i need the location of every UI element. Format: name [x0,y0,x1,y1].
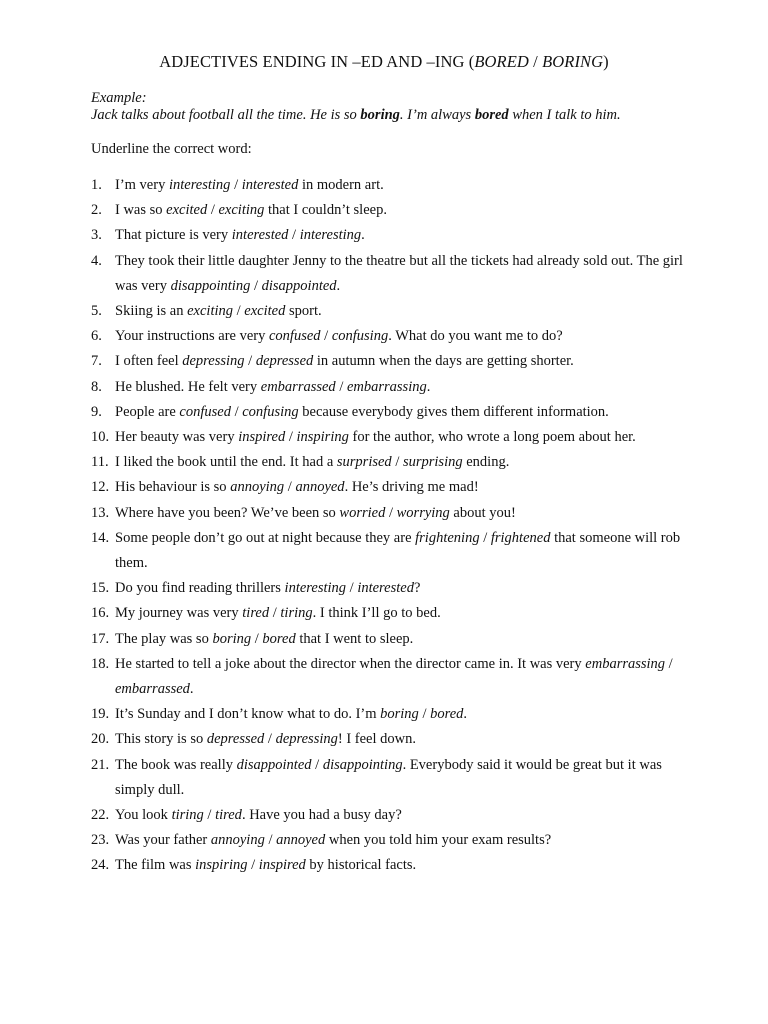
sentence-fragment: That picture is very [115,227,232,244]
word-choice[interactable]: annoying [230,479,285,496]
sentence-fragment: . [361,227,365,244]
word-choice[interactable]: inspired [238,429,286,446]
sentence-fragment: My journey was very [115,605,243,622]
sentence-fragment: / [311,756,323,773]
word-choice[interactable]: exciting [187,303,234,320]
sentence-fragment: Skiing is an [115,303,188,320]
exercise-sentence [115,652,691,702]
sentence-fragment: Was your father [115,832,211,849]
exercise-sentence [115,702,691,727]
word-choice[interactable]: tired [242,605,270,622]
word-choice[interactable]: annoyed [295,479,345,496]
sentence-fragment: The book was really [115,756,237,773]
exercise-number: 17. [91,630,110,647]
exercise-number: 14. [91,529,110,546]
word-choice[interactable]: disappointing [322,756,403,773]
sentence-fragment: for the author, who wrote a long poem about her. [348,429,636,446]
word-choice[interactable]: excited [244,303,286,320]
exercise-item [91,526,691,576]
sentence-fragment: / [264,832,277,849]
word-choice[interactable]: depressing [275,731,338,748]
exercise-item [91,753,691,803]
title-separator: / [528,52,543,71]
exercise-item [91,375,691,400]
sentence-fragment: / [385,504,397,521]
sentence-fragment: . [189,681,194,698]
sentence-fragment: . He’s driving me mad! [344,479,479,496]
example-word-boring: boring [360,107,400,123]
example-part-3: when I talk to him. [508,107,621,123]
exercise-number: 1. [91,177,102,193]
exercise-item [91,223,691,248]
exercise-item [91,702,691,727]
exercise-number: 21. [91,756,110,773]
sentence-fragment: . [336,277,341,294]
sentence-fragment: that I couldn’t sleep. [264,202,387,219]
word-choice[interactable]: inspiring [296,429,349,446]
sentence-fragment: in modern art. [298,177,384,193]
exercise-number: 4. [91,252,102,269]
exercise-number: 12. [91,479,110,496]
word-choice[interactable]: interested [241,177,299,193]
exercise-item [91,425,691,450]
sentence-fragment: by historical facts. [305,857,417,874]
word-choice[interactable]: disappointed [236,756,312,773]
exercise-sentence [115,828,691,853]
sentence-fragment: Her beauty was very [115,429,239,446]
exercise-sentence [115,753,691,803]
word-choice[interactable]: embarrassed [115,681,190,698]
title-close-paren: ) [603,52,609,71]
exercise-number: 2. [91,202,102,219]
exercise-number: 8. [91,378,102,395]
word-choice[interactable]: tiring [171,807,204,824]
word-choice[interactable]: tired [215,807,242,824]
sentence-fragment: / [230,177,242,193]
exercise-item [91,627,691,652]
sentence-fragment: . Everybody said it would be great but it was simply dull. [115,756,666,798]
word-choice[interactable]: disappointing [170,277,251,294]
exercise-number: 24. [91,857,110,874]
word-choice[interactable]: inspiring [195,857,248,874]
exercise-sentence [115,400,691,425]
exercise-item [91,601,691,626]
exercise-number: 18. [91,655,110,672]
exercise-sentence [115,223,691,248]
sentence-fragment: about you! [449,504,516,521]
word-choice[interactable]: boring [212,630,252,647]
example-word-bored: bored [474,107,509,123]
sentence-fragment: . [463,706,468,723]
word-choice[interactable]: embarrassing [585,655,666,672]
sentence-fragment: / [251,630,263,647]
exercise-sentence [115,627,691,652]
exercise-item [91,828,691,853]
exercise-sentence [115,727,691,752]
sentence-fragment: / [284,479,296,496]
word-choice[interactable]: boring [380,706,419,723]
exercise-sentence [115,853,691,878]
sentence-fragment: He started to tell a joke about the director when the director came in. It was very [115,655,586,672]
word-choice[interactable]: excited [166,202,208,219]
sentence-fragment: Where have you been? We’ve been so [115,504,340,521]
sentence-fragment: / [418,706,431,723]
exercise-list [91,173,691,879]
word-choice[interactable]: depressing [182,353,245,370]
word-choice[interactable]: frightening [415,529,480,546]
sentence-fragment: They took their little daughter Jenny to the theatre but all the tickets had already sold out. The girl was very [115,252,687,294]
exercise-number: 20. [91,731,110,748]
exercise-item [91,450,691,475]
sentence-fragment: . [426,378,431,395]
word-choice[interactable]: confused [179,403,231,420]
exercise-sentence [115,324,691,349]
exercise-number: 13. [91,504,110,521]
exercise-number: 22. [91,807,110,824]
sentence-fragment: / [233,303,245,320]
sentence-fragment: / [288,227,300,244]
exercise-sentence [115,576,691,601]
example-part-2: . I’m always [399,107,475,123]
exercise-sentence [115,425,691,450]
sentence-fragment: ! I feel down. [337,731,416,748]
sentence-fragment: This story is so [115,731,207,748]
exercise-number: 7. [91,353,102,370]
sentence-fragment: Your instructions are very [115,328,269,345]
sentence-fragment: / [320,328,332,345]
word-choice[interactable]: confusing [242,403,299,420]
exercise-item [91,198,691,223]
instruction-text: Underline the correct word: [91,141,252,157]
sentence-fragment: / [269,605,281,622]
exercise-item [91,299,691,324]
sentence-fragment: You look [115,807,172,824]
sentence-fragment: / [285,429,297,446]
exercise-sentence [115,803,691,828]
sentence-fragment: / [479,529,491,546]
word-choice[interactable]: depressed [206,731,265,748]
sentence-fragment: Do you find reading thrillers [115,580,285,597]
sentence-fragment: ending. [462,454,510,471]
word-choice[interactable]: interesting [299,227,362,244]
word-choice[interactable]: frightened [490,529,551,546]
exercise-item [91,576,691,601]
exercise-item [91,349,691,374]
sentence-fragment: / [250,277,262,294]
exercise-number: 6. [91,328,102,345]
exercise-number: 11. [91,454,109,471]
sentence-fragment: I’m very [115,177,169,193]
sentence-fragment: People are [115,403,180,420]
sentence-fragment: because everybody gives them different information. [298,403,609,420]
exercise-sentence [115,198,691,223]
exercise-sentence [115,475,691,500]
exercise-item [91,803,691,828]
exercise-item [91,475,691,500]
word-choice[interactable]: interesting [284,580,347,597]
word-choice[interactable]: interesting [168,177,231,193]
exercise-item [91,727,691,752]
sentence-fragment: It’s Sunday and I don’t know what to do. I’m [115,706,381,723]
word-choice[interactable]: exciting [218,202,265,219]
exercise-number: 9. [91,403,102,420]
example-part-1: Jack talks about football all the time. He is so [91,107,361,123]
sentence-fragment: I was so [115,202,167,219]
exercise-item [91,853,691,878]
word-choice[interactable]: confused [268,328,321,345]
sentence-fragment: / [244,353,256,370]
exercise-sentence [115,601,691,626]
sentence-fragment: The film was [115,857,196,874]
word-choice[interactable]: worried [339,504,386,521]
sentence-fragment: / [665,655,677,672]
exercise-item [91,324,691,349]
exercise-number: 15. [91,580,110,597]
exercise-item [91,400,691,425]
sentence-fragment: when you told him your exam results? [325,832,552,849]
sentence-fragment: / [207,202,219,219]
word-choice[interactable]: inspired [258,857,306,874]
exercise-sentence [115,526,691,576]
exercise-item [91,173,691,198]
word-choice[interactable]: surprised [336,454,392,471]
sentence-fragment: He blushed. He felt very [115,378,261,395]
exercise-number: 3. [91,227,102,244]
word-choice[interactable]: annoying [210,832,265,849]
word-choice[interactable]: bored [262,630,296,647]
sentence-fragment: / [230,403,243,420]
word-choice[interactable]: confusing [331,328,389,345]
sentence-fragment: / [264,731,276,748]
sentence-fragment: / [391,454,403,471]
sentence-fragment: . Have you had a busy day? [241,807,402,824]
sentence-fragment: that someone will rob them. [115,529,684,572]
example-block [91,90,691,124]
word-choice[interactable]: depressed [255,353,314,370]
sentence-fragment: . What do you want me to do? [388,328,563,345]
sentence-fragment: / [247,857,259,874]
title-option-boring: BORING [542,52,604,71]
example-heading: Example: [91,90,147,106]
sentence-fragment: / [346,580,358,597]
exercise-number: 5. [91,303,102,320]
exercise-sentence [115,450,691,475]
exercise-number: 10. [91,429,110,446]
exercise-item [91,652,691,702]
word-choice[interactable]: embarrassing [346,378,427,395]
exercise-sentence [115,501,691,526]
title-option-bored: BORED [474,52,529,71]
exercise-item [91,249,691,299]
sentence-fragment: in autumn when the days are getting shorter. [313,353,574,370]
word-choice[interactable]: interested [231,227,289,244]
sentence-fragment: / [203,807,216,824]
exercise-number: 23. [91,832,110,849]
word-choice[interactable]: interested [357,580,414,597]
exercise-item [91,501,691,526]
title-text: ADJECTIVES ENDING IN –ED AND –ING ( [159,52,475,71]
exercise-sentence [115,349,691,374]
sentence-fragment: . I think I’ll go to bed. [312,605,441,622]
word-choice[interactable]: embarrassed [260,378,336,395]
sentence-fragment: The play was so [115,630,213,647]
sentence-fragment: I often feel [115,353,183,370]
example-sentence [91,107,621,123]
sentence-fragment: His behaviour is so [115,479,231,496]
word-choice[interactable]: disappointed [261,277,337,294]
exercise-sentence [115,375,691,400]
sentence-fragment: ? [413,580,421,597]
sentence-fragment: that I went to sleep. [295,630,414,647]
exercise-number: 16. [91,605,110,622]
word-choice[interactable]: bored [430,706,464,723]
exercise-sentence [115,249,691,299]
word-choice[interactable]: tiring [280,605,313,622]
sentence-fragment: I liked the book until the end. It had a [115,454,337,471]
word-choice[interactable]: worrying [396,504,450,521]
exercise-sentence [115,299,691,324]
sentence-fragment: / [335,378,347,395]
page-title [0,52,768,72]
exercise-number: 19. [91,706,110,723]
sentence-fragment: Some people don’t go out at night because they are [115,529,416,546]
word-choice[interactable]: surprising [402,454,463,471]
exercise-sentence [115,173,691,198]
word-choice[interactable]: annoyed [276,832,326,849]
sentence-fragment: sport. [285,303,322,320]
